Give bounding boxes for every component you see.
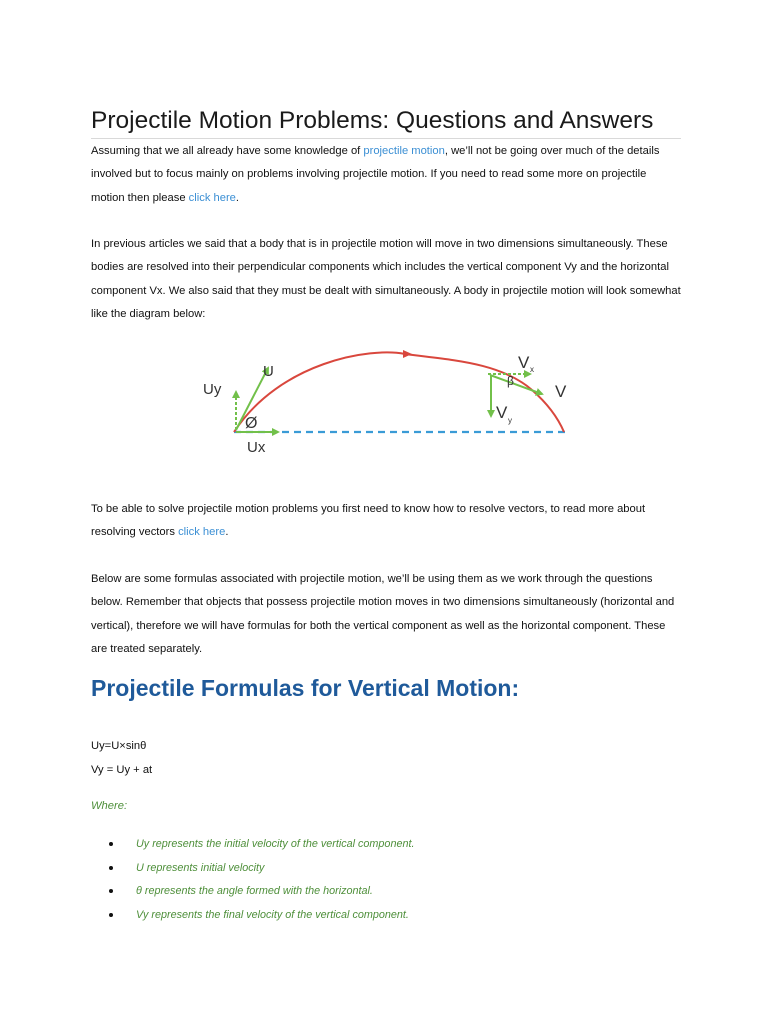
- list-item: [109, 838, 414, 862]
- bullet-icon: [109, 866, 113, 870]
- bullet-icon: [109, 913, 113, 917]
- vectors-text-1: To be able to solve projectile motion problems you first need to know how to resolve vectors, to read more about resolving vectors: [91, 503, 646, 539]
- list-item-text: θ represents the angle formed with the horizontal.: [136, 885, 373, 898]
- vy-label: V: [496, 403, 508, 422]
- beta-label: β: [507, 374, 514, 388]
- direction-arrow-icon: [403, 350, 412, 358]
- theta-label: Ø: [245, 415, 258, 432]
- u-label: U: [263, 363, 274, 380]
- vx-label: V: [518, 353, 530, 372]
- intro-text-3: .: [235, 191, 240, 204]
- trajectory-arc: [234, 352, 564, 432]
- projectile-diagram: [200, 342, 585, 457]
- projectile-motion-link[interactable]: projectile motion: [363, 145, 445, 157]
- list-item: [109, 909, 414, 933]
- bullet-icon: [109, 889, 113, 893]
- components-paragraph: In previous articles we said that a body that is in projectile motion will move in two dimensions simultaneously. These bodies are resolved into their perpendicular components which includes the vertical component Vy and the horizontal component Vx. We also said that they must be dealt with simultaneously. A body in projectile motion will look somewhat like the diagram below:: [91, 238, 681, 320]
- ux-label: Ux: [247, 439, 266, 456]
- list-item-text: U represents initial velocity: [136, 861, 265, 874]
- vy-subscript: y: [508, 416, 512, 425]
- v-label: V: [555, 382, 567, 401]
- definitions-list: [109, 838, 414, 932]
- click-here-link-2[interactable]: click here: [178, 526, 226, 539]
- vectors-paragraph: [91, 498, 681, 545]
- vertical-motion-heading: Projectile Formulas for Vertical Motion:: [91, 675, 520, 701]
- formulas-intro-paragraph: Below are some formulas associated with projectile motion, we’ll be using them as we work through the questions below. Remember that objects that possess projectile motion moves in two dimensions simultaneously (horizontal and vertical), therefore we will have formulas for both the vertical component as well as the horizontal component. These are treated separately.: [91, 573, 675, 655]
- bullet-icon: [109, 842, 113, 846]
- formula-vy: Vy = Uy + at: [91, 764, 153, 776]
- list-item: [109, 885, 414, 909]
- list-item-text: Uy represents the initial velocity of the vertical component.: [136, 838, 415, 850]
- list-item: [109, 862, 414, 886]
- list-item-text: Vy represents the final velocity of the vertical component.: [136, 908, 409, 921]
- page-title: Projectile Motion Problems: Questions and Answers: [91, 106, 681, 139]
- click-here-link-1[interactable]: click here: [188, 191, 236, 204]
- vx-subscript: x: [530, 365, 534, 374]
- intro-text-1: Assuming that we all already have some knowledge of: [91, 145, 364, 157]
- intro-text-2: , we’ll not be going over much of the details involved but to focus mainly on problems involving projectile motion. If you need to read some more on projectile motion then please: [91, 145, 660, 204]
- where-label: Where:: [91, 800, 128, 812]
- uy-label: Uy: [203, 381, 222, 398]
- vectors-text-2: .: [225, 526, 229, 539]
- intro-paragraph: [91, 140, 681, 210]
- formula-uy: Uy=U×sinθ: [91, 740, 147, 752]
